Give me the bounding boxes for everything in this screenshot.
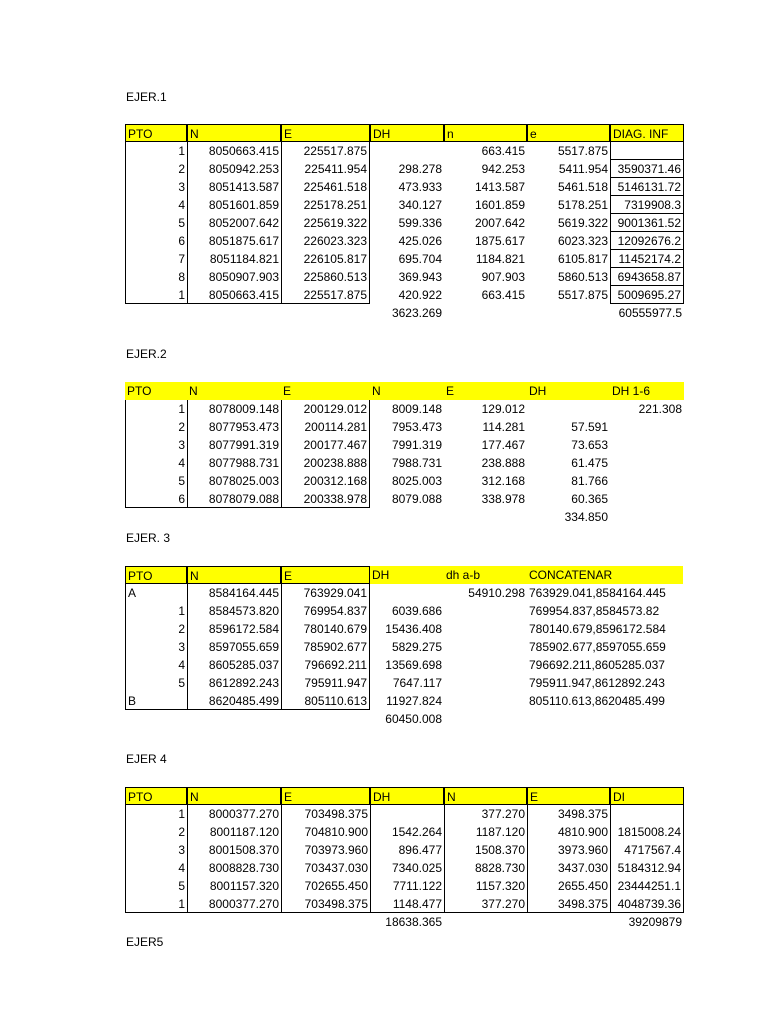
header-cell: N xyxy=(370,382,444,400)
total-dh: 334.850 xyxy=(564,510,608,524)
table-cell: 907.903 xyxy=(481,270,525,284)
header-cell: CONCATENAR xyxy=(527,566,683,584)
table-cell: 1413.587 xyxy=(474,180,525,194)
table-cell: 200312.168 xyxy=(281,472,370,490)
table-cell: 8050907.903 xyxy=(187,268,281,286)
table-cell: 7 xyxy=(125,250,187,268)
table-cell xyxy=(610,805,684,823)
table-cell: 3 xyxy=(125,638,187,656)
table-cell: 3498.375 xyxy=(527,895,610,913)
table-cell: 177.467 xyxy=(481,438,525,452)
header-cell: dh a-b xyxy=(444,566,527,584)
table-cell xyxy=(610,418,684,436)
table-cell: 1 xyxy=(125,142,187,160)
table-cell: 1508.370 xyxy=(444,841,527,859)
table-cell: 2 xyxy=(125,823,187,841)
header-cell: DH xyxy=(370,787,444,805)
table-cell: 200238.888 xyxy=(281,454,370,472)
table-cell: 2 xyxy=(125,620,187,638)
total-dh: 18638.365 xyxy=(385,915,442,929)
header-cell: PTO xyxy=(125,566,187,584)
table-cell xyxy=(610,472,684,490)
table-cell: 7953.473 xyxy=(391,420,442,434)
header-cell: DH xyxy=(370,566,444,584)
table-cell: 81.766 xyxy=(571,474,608,488)
table-cell: 6 xyxy=(125,232,187,250)
table-cell: 114.281 xyxy=(482,420,525,434)
table-cell: 8828.730 xyxy=(444,859,527,877)
table-cell: 225411.954 xyxy=(281,160,370,178)
table-cell: 785902.677,8597055.659 xyxy=(529,640,666,654)
table-cell: 8051601.859 xyxy=(187,196,281,214)
table-cell: 1 xyxy=(125,895,187,913)
table-cell: 420.922 xyxy=(398,288,442,302)
table-cell: 377.270 xyxy=(444,895,527,913)
table-cell: 8000377.270 xyxy=(187,895,281,913)
table-cell: 5009695.27 xyxy=(610,286,684,304)
table-cell xyxy=(527,400,610,418)
table-cell: 5517.875 xyxy=(557,144,608,158)
table-cell: 8008828.730 xyxy=(187,859,281,877)
table-cell: 200177.467 xyxy=(281,436,370,454)
table-cell: 8077988.731 xyxy=(187,454,281,472)
table-cell: 663.415 xyxy=(481,144,525,158)
table-cell: 8009.148 xyxy=(391,402,442,416)
table-cell xyxy=(444,620,527,638)
header-cell: DH xyxy=(527,382,610,400)
table-cell: 8051875.617 xyxy=(187,232,281,250)
table-cell xyxy=(370,142,444,160)
table-cell: 1542.264 xyxy=(370,823,444,841)
header-cell: DI xyxy=(610,787,684,805)
header-cell: N xyxy=(187,787,281,805)
table-cell: 780140.679,8596172.584 xyxy=(529,622,666,636)
header-cell: E xyxy=(444,382,527,400)
table-cell: 5146131.72 xyxy=(610,178,684,196)
table-cell: 4717567.4 xyxy=(610,841,684,859)
table-cell: 3 xyxy=(125,178,187,196)
table-cell: 805110.613 xyxy=(281,692,370,710)
table-cell: 7988.731 xyxy=(391,456,442,470)
table-cell: 338.978 xyxy=(481,492,525,506)
table-cell: 238.888 xyxy=(481,456,525,470)
table-cell: 1601.859 xyxy=(474,198,525,212)
table-cell: B xyxy=(125,692,187,710)
table-cell: 425.026 xyxy=(398,234,442,248)
table-cell xyxy=(444,638,527,656)
table-cell: 8052007.642 xyxy=(187,214,281,232)
table-cell: 1 xyxy=(125,805,187,823)
table-cell: 225517.875 xyxy=(281,142,370,160)
table-cell xyxy=(610,142,684,160)
ejer4-title: EJER 4 xyxy=(126,752,167,766)
table-cell: 599.336 xyxy=(398,216,442,230)
table-cell: 7647.117 xyxy=(392,676,442,690)
total-dh: 3623.269 xyxy=(391,306,442,320)
table-cell: 312.168 xyxy=(481,474,525,488)
table-cell: 1 xyxy=(125,286,187,304)
table-cell: 703437.030 xyxy=(281,859,370,877)
header-cell: PTO xyxy=(125,124,187,142)
table-cell: 4 xyxy=(125,454,187,472)
table-cell: 695.704 xyxy=(398,252,442,266)
ejer3-title: EJER. 3 xyxy=(126,531,171,545)
table-cell: 3 xyxy=(125,436,187,454)
table-cell: 200338.978 xyxy=(281,490,370,508)
table-cell: 225860.513 xyxy=(281,268,370,286)
table-cell: 763929.041,8584164.445 xyxy=(529,586,666,600)
table-cell: 8605285.037 xyxy=(187,656,281,674)
table-cell: 785902.677 xyxy=(281,638,370,656)
total-di: 39209879 xyxy=(628,915,682,929)
total-diag-inf: 60555977.5 xyxy=(618,306,682,320)
table-cell: 57.591 xyxy=(571,420,608,434)
table-cell: 4810.900 xyxy=(527,823,610,841)
table-cell: 3590371.46 xyxy=(610,160,684,178)
table-cell: 1187.120 xyxy=(444,823,527,841)
table-cell: 8025.003 xyxy=(391,474,442,488)
header-cell: N xyxy=(187,124,281,142)
table-cell: 2 xyxy=(125,160,187,178)
table-cell: 8077991.319 xyxy=(187,436,281,454)
table-cell: 1815008.24 xyxy=(610,823,684,841)
table-cell: 221.308 xyxy=(638,402,682,416)
table-cell: 3437.030 xyxy=(527,859,610,877)
table-cell: 4 xyxy=(125,859,187,877)
table-cell: 7991.319 xyxy=(391,438,442,452)
table-cell: 4048739.36 xyxy=(610,895,684,913)
table-cell: 200114.281 xyxy=(281,418,370,436)
table-cell: 4 xyxy=(125,196,187,214)
table-cell: 703498.375 xyxy=(281,895,370,913)
table-cell xyxy=(610,436,684,454)
table-cell: 8051184.821 xyxy=(187,250,281,268)
header-cell: DIAG. INF xyxy=(610,124,684,142)
table-cell xyxy=(444,656,527,674)
table-cell: 1148.477 xyxy=(370,895,444,913)
table-cell: 5517.875 xyxy=(557,288,608,302)
table-cell: 1157.320 xyxy=(444,877,527,895)
table-cell: 795911.947 xyxy=(281,674,370,692)
table-cell: 702655.450 xyxy=(281,877,370,895)
table-cell: 663.415 xyxy=(481,288,525,302)
header-cell: E xyxy=(281,124,370,142)
table-cell: 226105.817 xyxy=(281,250,370,268)
header-cell: N xyxy=(444,787,527,805)
table-cell: 6023.323 xyxy=(557,234,608,248)
table-cell xyxy=(444,692,527,710)
table-cell: 8001508.370 xyxy=(187,841,281,859)
table-cell: 225178.251 xyxy=(281,196,370,214)
table-cell: 8 xyxy=(125,268,187,286)
table-cell: 9001361.52 xyxy=(610,214,684,232)
table-cell: A xyxy=(125,584,187,602)
table-cell xyxy=(610,454,684,472)
table-cell: 5 xyxy=(125,877,187,895)
table-cell: 12092676.2 xyxy=(610,232,684,250)
table-cell: 13569.698 xyxy=(385,658,442,672)
table-cell: 769954.837 xyxy=(281,602,370,620)
table-cell: 942.253 xyxy=(481,162,525,176)
table-cell: 6943658.87 xyxy=(610,268,684,286)
table-cell: 15436.408 xyxy=(385,622,442,636)
table-cell: 225517.875 xyxy=(281,286,370,304)
table-cell xyxy=(444,674,527,692)
table-cell: 8078079.088 xyxy=(187,490,281,508)
table-cell: 5 xyxy=(125,674,187,692)
table-cell xyxy=(444,602,527,620)
table-cell: 8077953.473 xyxy=(187,418,281,436)
table-cell: 8620485.499 xyxy=(187,692,281,710)
table-cell: 5829.275 xyxy=(391,640,442,654)
header-cell: e xyxy=(527,124,610,142)
table-cell: 5461.518 xyxy=(557,180,608,194)
table-cell: 763929.041 xyxy=(281,584,370,602)
table-cell: 8584573.820 xyxy=(187,602,281,620)
table-cell: 769954.837,8584573.82 xyxy=(529,604,660,618)
table-cell: 226023.323 xyxy=(281,232,370,250)
table-cell: 8078009.148 xyxy=(187,400,281,418)
table-cell: 6039.686 xyxy=(391,604,442,618)
table-cell: 11927.824 xyxy=(386,694,442,708)
header-cell: n xyxy=(444,124,527,142)
total-dh: 60450.008 xyxy=(385,712,442,726)
header-cell: DH 1-6 xyxy=(610,382,684,400)
header-cell: DH xyxy=(370,124,444,142)
table-cell: 8050942.253 xyxy=(187,160,281,178)
table-cell: 8000377.270 xyxy=(187,805,281,823)
table-cell: 896.477 xyxy=(370,841,444,859)
header-cell: PTO xyxy=(125,787,187,805)
ejer5-title: EJER5 xyxy=(126,935,164,949)
header-cell: E xyxy=(281,566,370,584)
table-cell: 8001187.120 xyxy=(187,823,281,841)
table-cell: 704810.900 xyxy=(281,823,370,841)
table-cell: 7711.122 xyxy=(370,877,444,895)
table-cell: 5 xyxy=(125,472,187,490)
table-cell: 5 xyxy=(125,214,187,232)
table-cell: 1 xyxy=(125,400,187,418)
table-cell: 298.278 xyxy=(398,162,442,176)
table-cell: 2655.450 xyxy=(527,877,610,895)
table-cell: 3498.375 xyxy=(527,805,610,823)
table-cell: 8051413.587 xyxy=(187,178,281,196)
ejer2-title: EJER.2 xyxy=(126,347,167,361)
table-cell: 6 xyxy=(125,490,187,508)
table-cell: 225461.518 xyxy=(281,178,370,196)
table-cell: 5184312.94 xyxy=(610,859,684,877)
table-cell: 796692.211 xyxy=(281,656,370,674)
table-cell: 225619.322 xyxy=(281,214,370,232)
table-cell: 703498.375 xyxy=(281,805,370,823)
table-cell: 5411.954 xyxy=(558,162,608,176)
table-cell: 2007.642 xyxy=(474,216,525,230)
ejer1-title: EJER.1 xyxy=(126,90,167,104)
table-cell xyxy=(370,805,444,823)
table-cell: 6105.817 xyxy=(557,252,608,266)
table-cell xyxy=(610,490,684,508)
table-cell: 23444251.1 xyxy=(610,877,684,895)
table-cell: 3973.960 xyxy=(527,841,610,859)
table-cell: 8001157.320 xyxy=(187,877,281,895)
table-cell: 5619.322 xyxy=(557,216,608,230)
table-cell: 8050663.415 xyxy=(187,286,281,304)
table-cell: 54910.298 xyxy=(468,586,525,600)
table-cell: 8050663.415 xyxy=(187,142,281,160)
table-cell: 703973.960 xyxy=(281,841,370,859)
header-cell: E xyxy=(527,787,610,805)
table-cell: 8079.088 xyxy=(391,492,442,506)
table-cell: 1 xyxy=(125,602,187,620)
table-cell: 5178.251 xyxy=(557,198,608,212)
table-cell: 473.933 xyxy=(398,180,442,194)
header-cell: E xyxy=(281,382,370,400)
table-cell: 2 xyxy=(125,418,187,436)
header-cell: N xyxy=(187,566,281,584)
table-cell: 1875.617 xyxy=(474,234,525,248)
table-cell: 129.012 xyxy=(481,402,525,416)
table-cell: 60.365 xyxy=(571,492,608,506)
header-cell: N xyxy=(187,382,281,400)
table-cell: 8596172.584 xyxy=(187,620,281,638)
table-cell: 8612892.243 xyxy=(187,674,281,692)
table-cell: 3 xyxy=(125,841,187,859)
table-cell: 7340.025 xyxy=(370,859,444,877)
table-cell xyxy=(370,584,444,602)
header-cell: E xyxy=(281,787,370,805)
header-cell: PTO xyxy=(125,382,187,400)
table-cell: 796692.211,8605285.037 xyxy=(529,658,665,672)
table-cell: 8597055.659 xyxy=(187,638,281,656)
table-cell: 11452174.2 xyxy=(610,250,684,268)
table-cell: 4 xyxy=(125,656,187,674)
table-cell: 61.475 xyxy=(571,456,608,470)
table-cell: 7319908.3 xyxy=(610,196,684,214)
table-cell: 8584164.445 xyxy=(187,584,281,602)
table-cell: 805110.613,8620485.499 xyxy=(529,694,665,708)
table-cell: 5860.513 xyxy=(557,270,608,284)
table-cell: 780140.679 xyxy=(281,620,370,638)
table-cell: 8078025.003 xyxy=(187,472,281,490)
table-cell: 377.270 xyxy=(444,805,527,823)
table-cell: 73.653 xyxy=(571,438,608,452)
table-cell: 340.127 xyxy=(398,198,442,212)
table-cell: 1184.821 xyxy=(475,252,525,266)
table-cell: 200129.012 xyxy=(281,400,370,418)
table-cell: 795911.947,8612892.243 xyxy=(529,676,665,690)
table-cell: 369.943 xyxy=(398,270,442,284)
